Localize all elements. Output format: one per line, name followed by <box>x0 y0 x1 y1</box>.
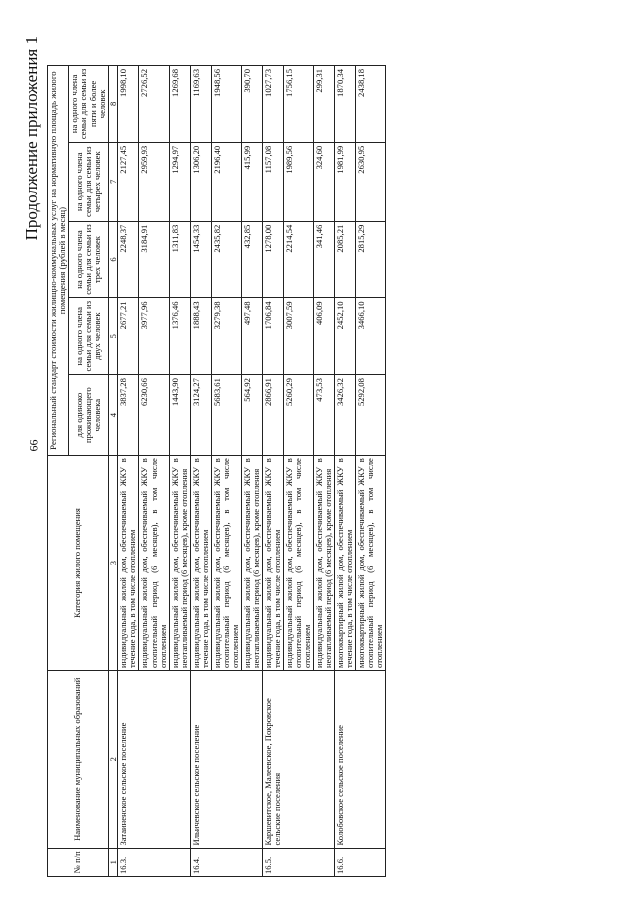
value-cell: 473,53 <box>313 375 334 456</box>
header-municipality: Наименование муниципальных образований <box>48 670 109 848</box>
col-number: 7 <box>108 142 118 221</box>
municipality-name: Затаиненское сельское поселение <box>118 670 190 848</box>
housing-category: индивидуальный жилой дом, обеспечиваемый ЖКУ в отопительный период (6 месяцев), в том числе отоплением <box>283 456 313 671</box>
col-number: 4 <box>108 375 118 456</box>
value-cell: 2815,29 <box>355 221 385 298</box>
value-cell: 1989,56 <box>283 142 313 221</box>
header-col6: на одного члена семьи для семьи из трех человек <box>69 221 108 298</box>
value-cell: 341,46 <box>313 221 334 298</box>
row-number: 16.6. <box>334 848 385 876</box>
value-cell: 3426,32 <box>334 375 355 456</box>
col-number: 8 <box>108 66 118 143</box>
value-cell: 2435,82 <box>211 221 241 298</box>
housing-category: индивидуальный жилой дом, обеспечиваемый ЖКУ в течение года, в том числе отоплением <box>190 456 211 671</box>
housing-category: индивидуальный жилой дом, обеспечиваемый ЖКУ в течение года, в том числе отоплением <box>262 456 283 671</box>
value-cell: 3977,96 <box>139 298 169 375</box>
value-cell: 1888,43 <box>190 298 211 375</box>
col-number: 5 <box>108 298 118 375</box>
housing-category: многоквартирный жилой дом, обеспечиваемый ЖКУ в отопительный период (6 месяцев), в том числе отоплением <box>355 456 385 671</box>
value-cell: 2452,10 <box>334 298 355 375</box>
value-cell: 1157,08 <box>262 142 283 221</box>
value-cell: 3184,91 <box>139 221 169 298</box>
column-numbers-row <box>108 66 118 877</box>
value-cell: 5683,61 <box>211 375 241 456</box>
value-cell: 2214,54 <box>283 221 313 298</box>
header-category: Категория жилого помещения <box>48 456 109 671</box>
value-cell: 1756,15 <box>283 66 313 143</box>
housing-category: многоквартирный жилой дом, обеспечиваемый ЖКУ в течение года, в том числе отоплением <box>334 456 355 671</box>
value-cell: 432,85 <box>241 221 262 298</box>
value-cell: 324,60 <box>313 142 334 221</box>
housing-category: индивидуальный жилой дом, обеспечиваемый ЖКУ в неотапливаемый период (6 месяцев), кроме отопления <box>313 456 334 671</box>
housing-standard-table <box>47 65 386 877</box>
value-cell: 1306,20 <box>190 142 211 221</box>
value-cell: 6230,66 <box>139 375 169 456</box>
value-cell: 1706,84 <box>262 298 283 375</box>
value-cell: 3466,10 <box>355 298 385 375</box>
col-number: 6 <box>108 221 118 298</box>
value-cell: 1443,90 <box>169 375 190 456</box>
value-cell: 1169,63 <box>190 66 211 143</box>
value-cell: 2630,95 <box>355 142 385 221</box>
value-cell: 5292,08 <box>355 375 385 456</box>
municipality-name: Колобовское сельское поселение <box>334 670 385 848</box>
value-cell: 2726,52 <box>139 66 169 143</box>
value-cell: 1948,56 <box>211 66 241 143</box>
value-cell: 5260,29 <box>283 375 313 456</box>
col-number: 1 <box>108 848 118 876</box>
value-cell: 1998,10 <box>118 66 139 143</box>
value-cell: 1027,73 <box>262 66 283 143</box>
value-cell: 497,48 <box>241 298 262 375</box>
housing-category: индивидуальный жилой дом, обеспечиваемый ЖКУ в неотапливаемый период (6 месяцев), кроме отопления <box>241 456 262 671</box>
appendix-title: Продолжение приложения 1 <box>22 36 41 241</box>
header-col7: на одного члена семьи для семьи из четырех человек <box>69 142 108 221</box>
value-cell: 390,70 <box>241 66 262 143</box>
row-number: 16.3. <box>118 848 190 876</box>
table-row <box>334 66 355 877</box>
value-cell: 1311,83 <box>169 221 190 298</box>
housing-category: индивидуальный жилой дом, обеспечиваемый ЖКУ в неотапливаемый период (6 месяцев), кроме отопления <box>169 456 190 671</box>
value-cell: 2127,45 <box>118 142 139 221</box>
value-cell: 1870,34 <box>334 66 355 143</box>
row-number: 16.4. <box>190 848 262 876</box>
value-cell: 1278,00 <box>262 221 283 298</box>
header-col8: на одного члена семьи для семьи из пяти и более человек <box>69 66 108 143</box>
value-cell: 406,09 <box>313 298 334 375</box>
row-number: 16.5. <box>262 848 334 876</box>
value-cell: 1269,68 <box>169 66 190 143</box>
value-cell: 3124,27 <box>190 375 211 456</box>
value-cell: 564,92 <box>241 375 262 456</box>
value-cell: 415,99 <box>241 142 262 221</box>
value-cell: 3007,59 <box>283 298 313 375</box>
housing-category: индивидуальный жилой дом, обеспечиваемый ЖКУ в отопительный период (6 месяцев), в том числе отоплением <box>139 456 169 671</box>
value-cell: 1376,46 <box>169 298 190 375</box>
table-row <box>190 66 211 877</box>
value-cell: 3837,28 <box>118 375 139 456</box>
municipality-name: Каршевитское, Малеевское, Покровское сельские поселения <box>262 670 334 848</box>
value-cell: 2085,21 <box>334 221 355 298</box>
header-col4: для одиноко проживающего человека <box>69 375 108 456</box>
header-col5: на одного члена семьи для семьи из двух человек <box>69 298 108 375</box>
municipality-name: Ильичевское сельское поселение <box>190 670 262 848</box>
header-num: № п/п <box>48 848 109 876</box>
value-cell: 2196,40 <box>211 142 241 221</box>
housing-category: индивидуальный жилой дом, обеспечиваемый ЖКУ в отопительный период (6 месяцев), в том числе отоплением <box>211 456 241 671</box>
table-row <box>118 66 139 877</box>
value-cell: 2677,21 <box>118 298 139 375</box>
value-cell: 1454,33 <box>190 221 211 298</box>
value-cell: 299,31 <box>313 66 334 143</box>
value-cell: 1981,99 <box>334 142 355 221</box>
table-row <box>262 66 283 877</box>
col-number: 2 <box>108 670 118 848</box>
col-number: 3 <box>108 456 118 671</box>
value-cell: 2866,91 <box>262 375 283 456</box>
page-number: 66 <box>26 439 41 452</box>
value-cell: 2959,93 <box>139 142 169 221</box>
housing-category: индивидуальный жилой дом, обеспечиваемый ЖКУ в течение года, в том числе отоплением <box>118 456 139 671</box>
value-cell: 3279,38 <box>211 298 241 375</box>
value-cell: 2248,37 <box>118 221 139 298</box>
header-standard-group: Региональный стандарт стоимости жилищно-коммунальных услуг на нормативную площадь жилого помещения (рублей в месяц) <box>48 66 69 456</box>
value-cell: 2438,18 <box>355 66 385 143</box>
value-cell: 1294,97 <box>169 142 190 221</box>
